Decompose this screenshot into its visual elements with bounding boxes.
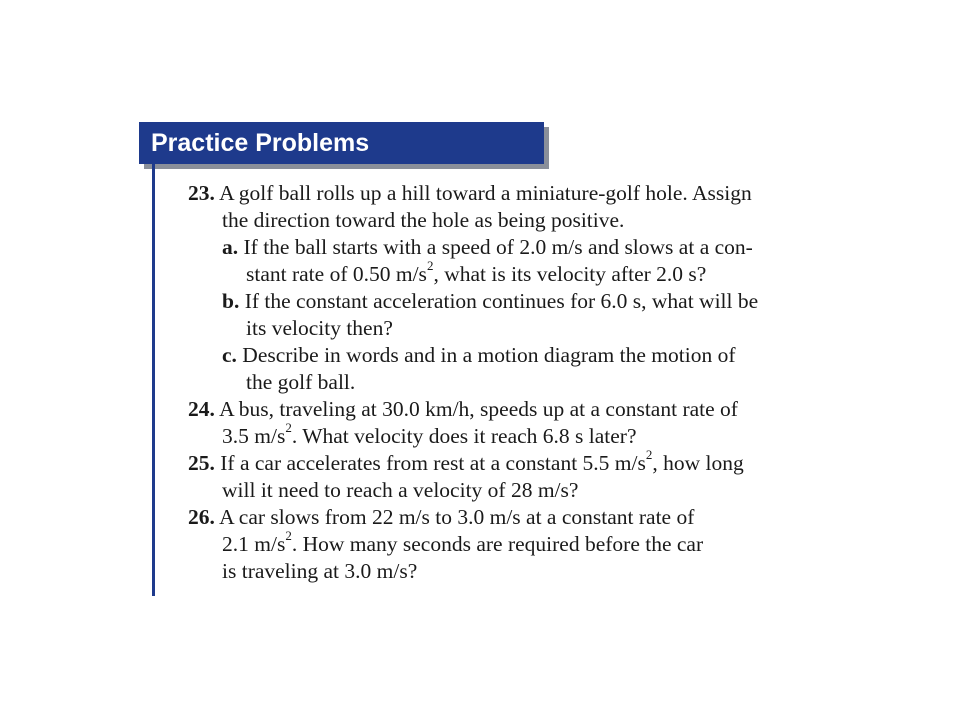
problem-text: If a car accelerates from rest at a constant 5.5 m/s: [220, 451, 646, 475]
problem-25-line-1: [188, 446, 828, 477]
problem-26-line-3: [188, 558, 828, 585]
problem-23a-line-2: [188, 257, 828, 288]
problem-number: 26.: [188, 505, 215, 529]
problem-26: [188, 504, 828, 585]
superscript: 2: [426, 257, 434, 273]
problem-number: 25.: [188, 451, 215, 475]
problem-23b-line-2: [188, 315, 828, 342]
problem-24-line-1: [188, 396, 828, 423]
subpart-text: the golf ball.: [246, 370, 356, 394]
superscript: 2: [645, 446, 653, 462]
problem-text: . How many seconds are required before the car: [291, 532, 704, 556]
subpart-text: stant rate of 0.50 m/s: [246, 262, 427, 286]
superscript: 2: [285, 527, 292, 543]
subpart-text: its velocity then?: [246, 316, 393, 340]
problem-list: [188, 180, 828, 585]
problem-24: [188, 396, 828, 450]
problem-23a-line-1: [188, 234, 828, 261]
problem-text: A bus, traveling at 30.0 km/h, speeds up at a constant rate of: [219, 397, 738, 421]
problem-23-line-2: [188, 207, 828, 234]
section-header: [139, 122, 544, 164]
subpart-text: , what is its velocity after 2.0 s?: [433, 262, 707, 286]
problem-23-line-1: [188, 180, 828, 207]
section-rule: [152, 164, 155, 596]
problem-number: 23.: [188, 181, 215, 205]
subpart-label: c.: [222, 343, 237, 367]
problem-text: A golf ball rolls up a hill toward a miniature-golf hole. Assign: [219, 181, 752, 205]
problem-text: A car slows from 22 m/s to 3.0 m/s at a constant rate of: [219, 505, 695, 529]
problem-number: 24.: [188, 397, 215, 421]
problem-26-line-1: [188, 504, 828, 531]
problem-23c-line-2: [188, 369, 828, 396]
subpart-text: If the constant acceleration continues for 6.0 s, what will be: [244, 289, 759, 313]
problem-text: 3.5 m/s: [222, 424, 286, 448]
problem-25-line-2: [188, 477, 828, 504]
subpart-text: Describe in words and in a motion diagram the motion of: [242, 343, 736, 367]
problem-24-line-2: [188, 419, 828, 450]
superscript: 2: [285, 419, 292, 435]
problem-text: will it need to reach a velocity of 28 m/s?: [222, 478, 579, 502]
problem-text: is traveling at 3.0 m/s?: [222, 559, 418, 583]
problem-text: , how long: [652, 451, 744, 475]
subpart-text: If the ball starts with a speed of 2.0 m/s and slows at a con-: [243, 235, 753, 259]
subpart-label: b.: [222, 289, 240, 313]
problem-25: [188, 446, 828, 504]
problem-23c-line-1: [188, 342, 828, 369]
section-title: Practice Problems: [151, 128, 370, 157]
subpart-label: a.: [222, 235, 239, 259]
problem-23: [188, 180, 828, 396]
problem-text: the direction toward the hole as being positive.: [222, 208, 625, 232]
problem-text: . What velocity does it reach 6.8 s later?: [291, 424, 637, 448]
problem-text: 2.1 m/s: [222, 532, 286, 556]
problem-26-line-2: [188, 527, 828, 558]
problem-23b-line-1: [188, 288, 828, 315]
